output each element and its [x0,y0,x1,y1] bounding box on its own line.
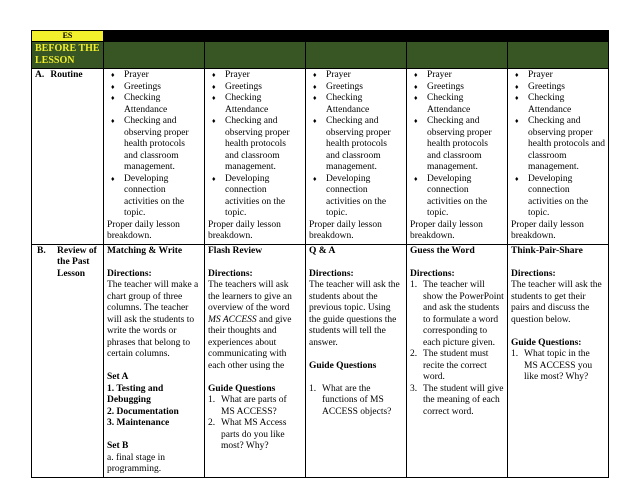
routine-list [309,70,403,220]
before-lesson-cell [407,42,508,69]
activity-title: Guess the Word [410,245,475,256]
set-a-item: 3. Maintenance [107,418,170,428]
routine-note: Proper daily lesson breakdown. [511,219,584,241]
routine-bullet-item: ♦ Checking Attendance [309,93,403,116]
routine-bullet-item: ♦ Developing connection activities on the topic. [511,174,605,220]
activity-title: Flash Review [208,245,263,256]
review-cell-qa [306,244,407,477]
routine-list [511,70,605,220]
activity-title: Q & A [309,245,336,256]
set-b-label: Set B [107,441,129,451]
routine-bullet-item: ♦ Greetings [410,82,504,94]
set-a-label: Set A [107,372,129,382]
numbered-item: 2. What MS Access parts do you like most? Why? [208,418,287,451]
es-bar [104,31,609,42]
numbered-item: 1. The teacher will show the PowerPoint and ask the students to formulate a word corresponding to each picture given. [410,280,504,348]
routine-note: Proper daily lesson breakdown. [309,219,382,241]
numbered-item: 2. The student must recite the correct word. [410,349,489,382]
review-label [32,244,104,477]
review-cell-flash [205,244,306,477]
routine-cell [508,69,609,245]
guide-questions-label: Guide Questions: [511,337,582,348]
numbered-item: 3. The student will give the meaning of each correct word. [410,383,504,417]
before-lesson-row [32,42,609,69]
guide-questions-list [511,349,605,384]
routine-bullet-item: ♦ Developing connection activities on the topic. [309,174,403,220]
routine-bullet-item: ♦ Checking Attendance [107,93,201,116]
review-cell-guess [407,244,508,477]
routine-bullet-item: ♦ Prayer [511,70,605,82]
routine-bullet-item: ♦ Greetings [511,82,605,94]
directions-label: Directions: [511,268,556,279]
routine-row [32,69,609,245]
lesson-plan-table [31,30,609,478]
routine-cell [407,69,508,245]
routine-bullet-item: ♦ Checking Attendance [410,93,504,116]
routine-bullet-item: ♦ Greetings [208,82,302,94]
review-cell-tps [508,244,609,477]
routine-bullet-item: ♦ Greetings [107,82,201,94]
routine-bullet-item: ♦ Checking and observing proper health protocols and classroom management. [208,116,302,174]
activity-title: Think-Pair-Share [511,245,583,256]
set-b-text: a. final stage in programming. [107,452,166,474]
routine-bullet-item: ♦ Prayer [208,70,302,82]
routine-cell [306,69,407,245]
routine-bullet-item: ♦ Checking Attendance [208,93,302,116]
routine-list [410,70,504,220]
before-lesson-cell [205,42,306,69]
before-lesson-cell [306,42,407,69]
routine-list [107,70,201,220]
routine-note: Proper daily lesson breakdown. [410,219,483,241]
routine-bullet-item: ♦ Prayer [309,70,403,82]
numbered-item: 1. What are the functions of MS ACCESS objects? [309,383,392,417]
directions-label: Directions: [107,268,152,279]
routine-bullet-item: ♦ Checking and observing proper health protocols and classroom management. [107,116,201,174]
routine-note: Proper daily lesson breakdown. [107,219,180,241]
routine-bullet-item: ♦ Greetings [309,82,403,94]
routine-title: Routine [50,70,83,80]
routine-label [32,69,104,245]
routine-letter: A. [35,70,45,80]
set-a-item: 1. Testing and Debugging [107,383,164,405]
steps-list [410,280,504,418]
review-cell-matching [104,244,205,477]
routine-bullet-item: ♦ Checking and observing proper health protocols and classroom management. [410,116,504,174]
before-lesson-cell [104,42,205,69]
es-row [32,31,609,42]
routine-bullet-item: ♦ Developing connection activities on the topic. [107,174,201,220]
routine-bullet-item: ♦ Checking and observing proper health protocols and classroom management. [511,116,605,174]
guide-questions-label: Guide Questions [309,360,377,371]
routine-list [208,70,302,220]
routine-cell [205,69,306,245]
directions-text: The teachers will ask the learners to give an overview of the word MS ACCESS and give their thoughts and experiences about communicating with each other using the [208,280,292,371]
directions-label: Directions: [309,268,354,279]
routine-bullet-item: ♦ Checking Attendance [511,93,605,116]
directions-label: Directions: [208,268,253,279]
before-lesson-label: BEFORE THE LESSON [32,42,104,69]
ms-access-term: MS ACCESS [208,314,257,325]
routine-bullet-item: ♦ Developing connection activities on the topic. [208,174,302,220]
numbered-item: 1. What topic in the MS ACCESS you like most? Why? [511,349,593,382]
directions-label: Directions: [410,268,455,279]
directions-text: The teacher will ask the students to get their pairs and discuss the question below. [511,280,602,325]
review-row [32,244,609,477]
before-lesson-cell [508,42,609,69]
routine-note: Proper daily lesson breakdown. [208,219,281,241]
routine-cell [104,69,205,245]
review-title: Review of the Past Lesson [57,245,97,279]
directions-text: The teacher will make a chart group of three columns. The teacher will ask the students to write the words or phrases that belong to certain columns. [107,280,199,359]
activity-title: Matching & Write [107,245,183,256]
numbered-item: 1. What are parts of MS ACCESS? [208,395,287,417]
guide-questions-list [208,395,302,453]
routine-bullet-item: ♦ Prayer [107,70,201,82]
routine-bullet-item: ♦ Checking and observing proper health protocols and classroom management. [309,116,403,174]
es-label: ES [32,31,104,42]
guide-questions-label: Guide Questions [208,383,276,394]
routine-bullet-item: ♦ Developing connection activities on the topic. [410,174,504,220]
guide-questions-list [309,384,403,419]
review-letter: B. [37,245,46,256]
routine-bullet-item: ♦ Prayer [410,70,504,82]
set-a-item: 2. Documentation [107,406,179,417]
directions-text: The teacher will ask the students about the previous topic. Using the guide questions the students will tell the answer. [309,280,400,348]
